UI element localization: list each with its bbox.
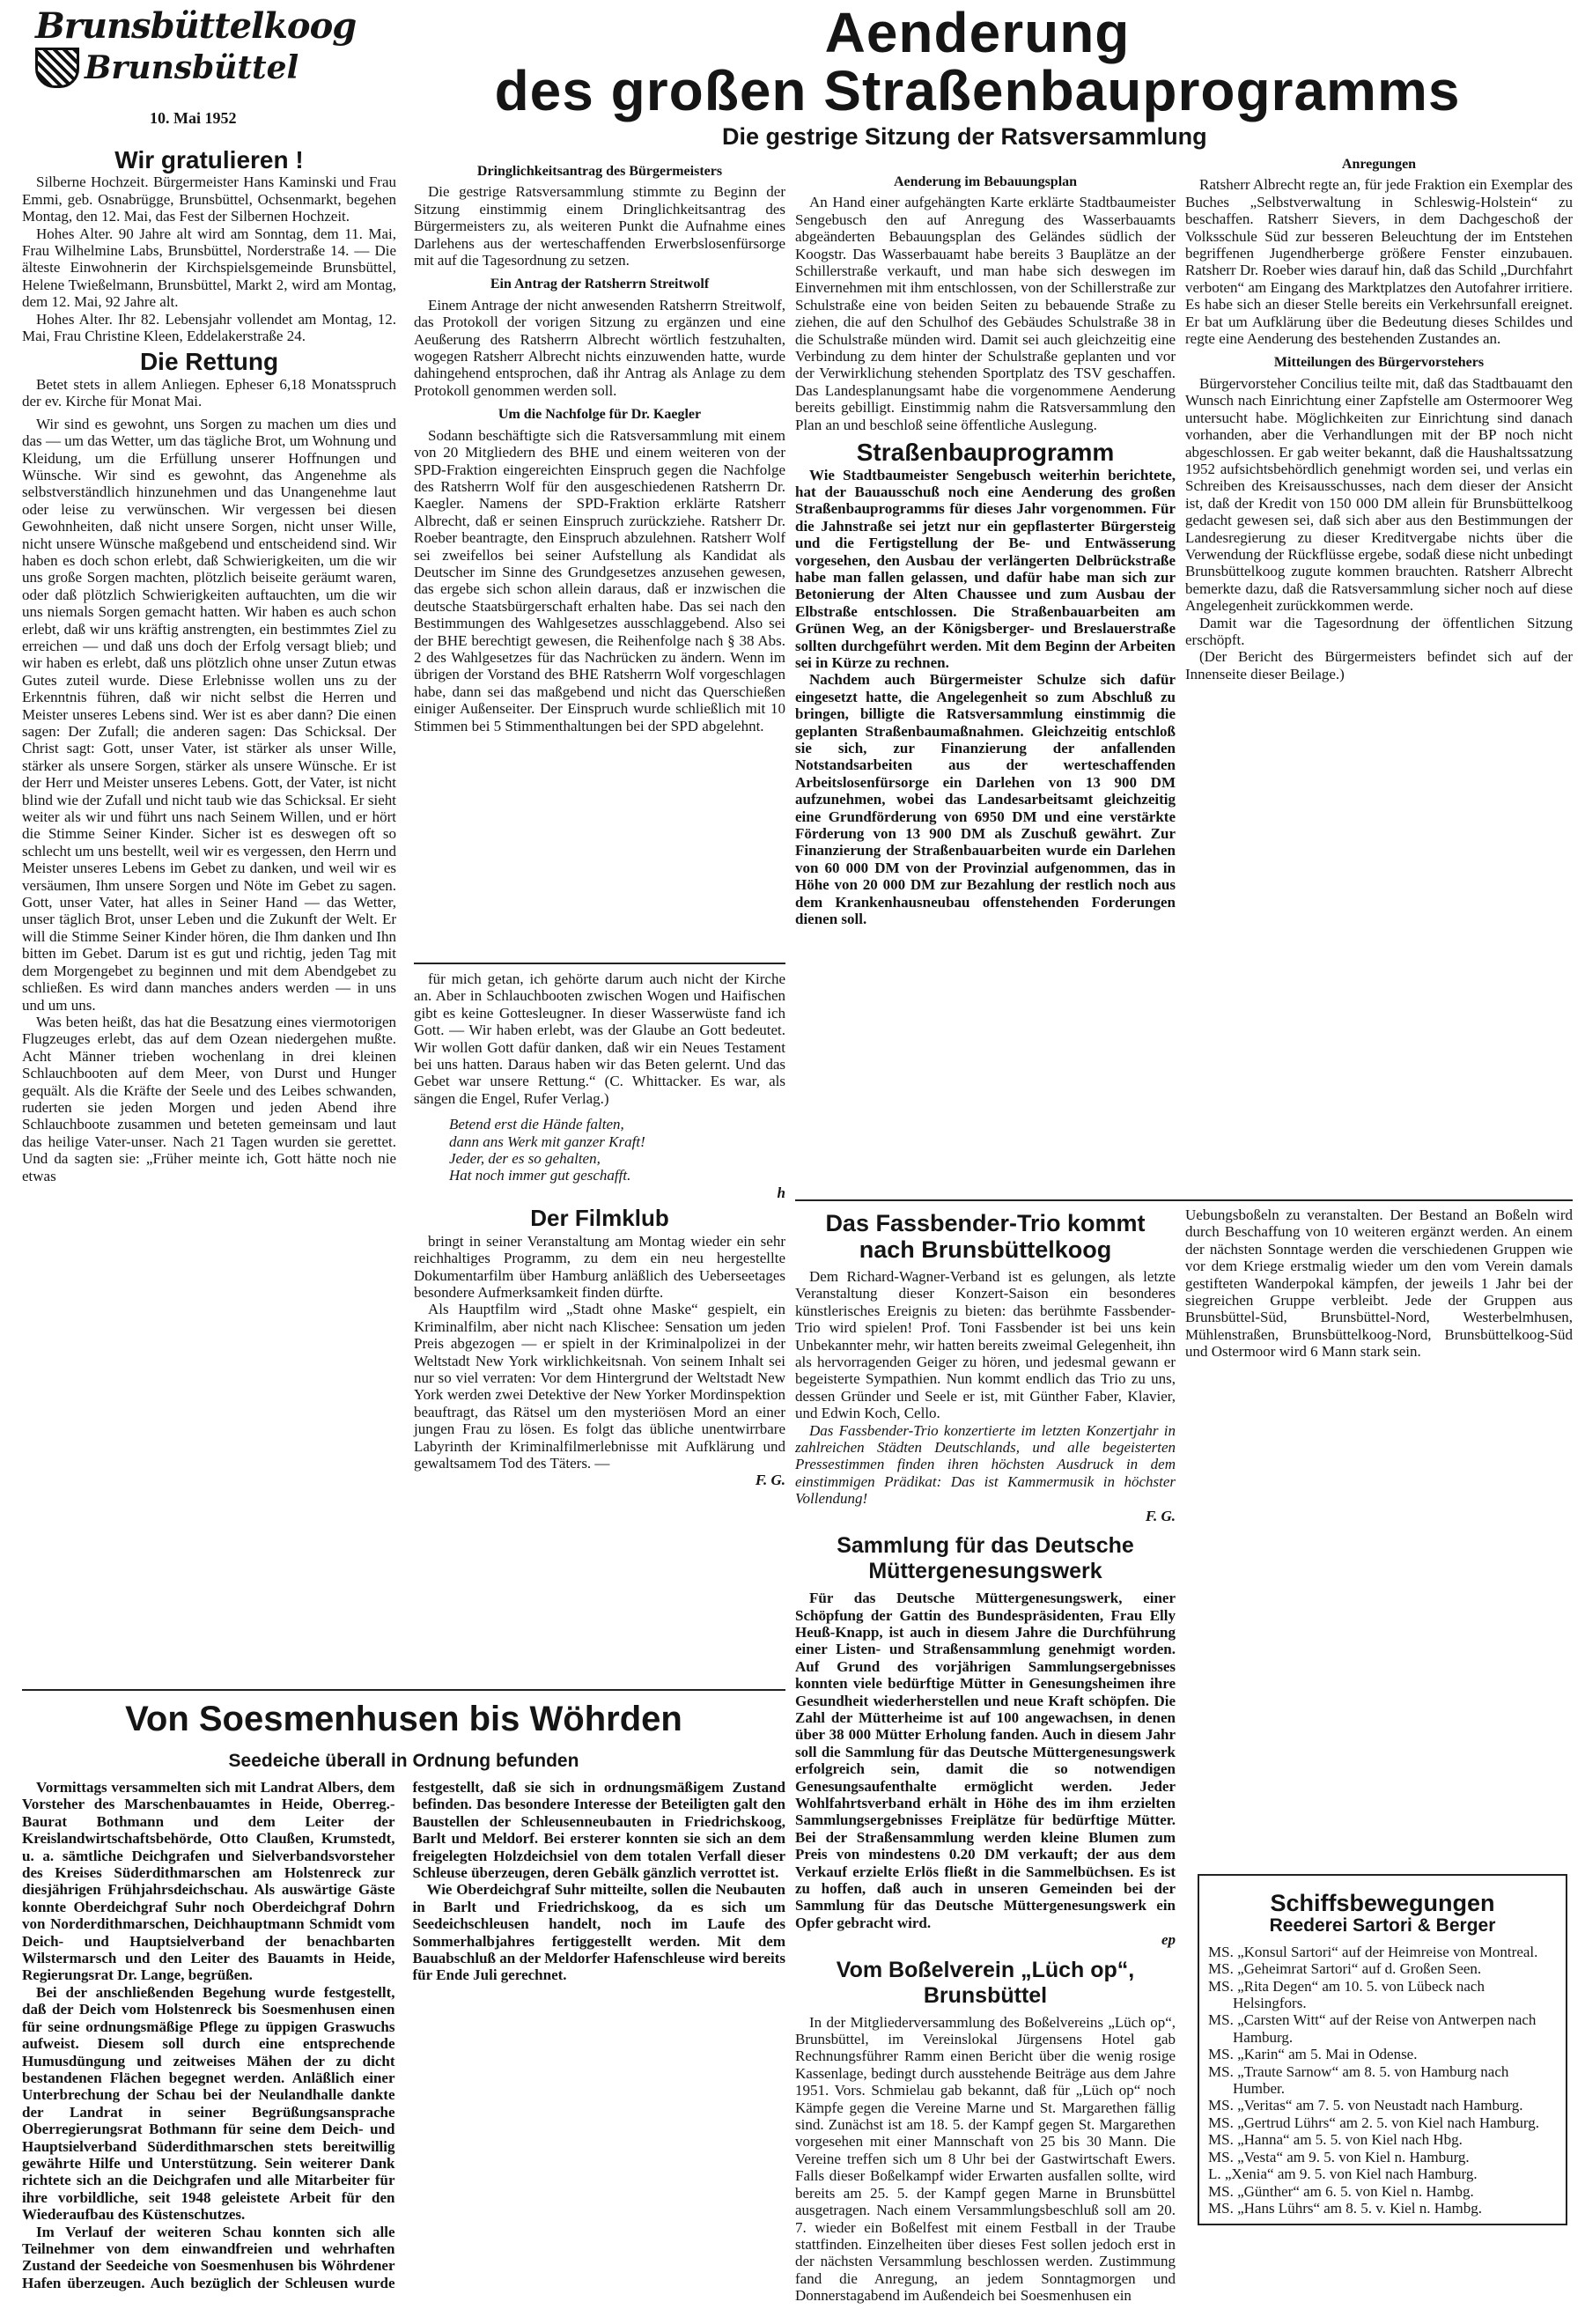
ship-entry: MS. „Günther“ am 6. 5. von Kiel n. Hambg. bbox=[1208, 2182, 1474, 2200]
gratulieren-item: Hohes Alter. 90 Jahre alt wird am Sonntag, dem 11. Mai, Frau Wilhelmine Labs, Brunsbüttel, Norderstraße 14. — Die älteste Einwohnerin der Kirchspielsgemeinde Brunsbüttel, Helene Twießelmann, Brunsbüttel, Markt 2, wird am Montag, dem 12. Mai, 92 Jahre alt. bbox=[22, 225, 396, 311]
rettung-motto: Betet stets in allem Anliegen. Epheser 6,18 Monatsspruch der ev. Kirche für Monat Mai. bbox=[22, 375, 396, 410]
muetter-signature: ep bbox=[1161, 1931, 1176, 1949]
bosselverein-heading: Vom Boßelverein „Lüch op“, Brunsbüttel bbox=[836, 1957, 1135, 2008]
filmklub-paragraph: bringt in seiner Veranstaltung am Montag wieder ein sehr reichhaltiges Programm, zu dem ein neu hergestellte Dokumentarfilm über Hamburg anläßlich des Ueberseetages besondere Aufmerksamkeit finden dürfte. bbox=[414, 1232, 785, 1301]
ship-movements-box bbox=[1198, 1874, 1567, 2225]
strassenbau-paragraph: Wie Stadtbaumeister Sengebusch weiterhin berichtete, hat der Bauausschuß noch eine Aenderung des großen Straßenbauprogramms für dieses Jahr vorgenommen. Für die Jahnstraße sei jetzt nur ein gepflasterter Bürgersteig und die Fertigstellung der Be- und Entwässerung vorgesehen, den Ausbau der verlängerten Delbrückstraße habe man fallen gelassen, und dafür habe man sich zur Betonierung der Alten Chaussee und zum Ausbau der Elbstraße entschlossen. Die Straßenbauarbeiten am Grünen Weg, an der Königsberger- und Breslauerstraße sollten durchgeführt werden. Mit dem Beginn der Arbeiten sei in Kürze zu rechnen. bbox=[795, 466, 1176, 671]
poem bbox=[414, 1116, 785, 1201]
poem-signature: h bbox=[777, 1184, 785, 1201]
rettung-heading: Die Rettung bbox=[139, 348, 279, 376]
main-subheadline: Die gestrige Sitzung der Ratsversammlung bbox=[722, 123, 1207, 150]
headline-line-2: des großen Straßenbauprogramms bbox=[494, 59, 1461, 122]
filmklub-signature: F. G. bbox=[755, 1472, 785, 1489]
fassbender-heading: Das Fassbender-Trio kommt nach Brunsbüttelkoog bbox=[825, 1210, 1146, 1263]
section-heading: Mitteilungen des Bürgervorstehers bbox=[1273, 355, 1485, 371]
section-text: Einem Antrage der nicht anwesenden Ratsherrn Streitwolf, das Protokoll der vorigen Sitzung zu ergänzen und eine Aeußerung des Ratsherrn Albrecht wörtlich festzuhalten, wogegen Ratsherr Albrecht nichts einzuwenden hatte, wurde dahingehend entsprochen, daß ihr Antrag als Anlage zu dem Protokoll genommen werden soll. bbox=[414, 296, 785, 399]
ship-entry: MS. „Konsul Sartori“ auf der Heimreise von Montreal. bbox=[1208, 1943, 1538, 1960]
column-3-top bbox=[795, 156, 1176, 927]
ship-list bbox=[1208, 1944, 1557, 2217]
section-text: Ratsherr Albrecht regte an, für jede Fraktion ein Exemplar des Buches „Selbstverwaltung in Schleswig-Holstein“ zu beschaffen. Ratsherr Sievers, in dem Dachgeschoß der Volksschule Süd zur besseren Beleuchtung der im Entstehen begriffenen Jugendherberge größere Fenster einzubauen. Ratsherr Dr. Roeber wies darauf hin, daß das Schild „Durchfahrt verboten“ am Eingang des Marktplatzes den Autofahrer irritiere. Es habe sich an dieser Stelle bereits ein Verkehrsunfall ereignet. Er bat um Aufklärung über die Bedeutung dieses Schildes und regte eine Aenderung des bestehenden Zustandes an. bbox=[1185, 176, 1573, 348]
gratulieren-item: Silberne Hochzeit. Bürgermeister Hans Kaminski und Frau Emmi, geb. Osnabrügge, Brunsbüttel, Ochsenmarkt, begehen Montag, den 12. Mai, das Fest der Silbernen Hochzeit. bbox=[22, 173, 396, 225]
poem-line: Hat noch immer gut geschafft. bbox=[449, 1167, 631, 1184]
bosselverein-paragraph: In der Mitgliederversammlung des Boßelvereins „Lüch op“, Brunsbüttel, im Vereinslokal Jürgensens Hotel gab Rechnungsführer Ramm einen Bericht über die wenig rosige Kassenlage, bedingt durch ausstehende Beiträge aus dem Jahre 1951. Vors. Schmielau gab bekannt, daß für „Lüch op“ noch Kämpfe gegen die Vereine Marne und St. Margarethen fällig sind. Zunächst ist am 18. 5. der Kampf gegen St. Margarethen vorgesehen mit einer Mannschaft von 25 bis 30 Mann. Die Vereine treffen sich um 8 Uhr bei der Gastwirtschaft Ewers. Falls dieser Boßelkampf wider Erwarten ausfallen sollte, wird bereits am 25. 5. der Kampf gegen Marne in Brunsbüttel ausgetragen. Nach einem Versammlungsbeschluß soll am 20. 7. wieder ein Boßelfest mit einem Festball in der Traube stattfinden. Einzelheiten über dieses Fest sollen jedoch erst in der nächsten Versammlung beschlossen werden. Zustimmung fand die Anregung, an jedem Sonntagmorgen und Donnerstagabend im Außendeich bei Soesmenhusen ein bbox=[795, 2013, 1176, 2305]
strassenbau-heading: Straßenbauprogramm bbox=[856, 439, 1115, 467]
bosselverein-continuation: Uebungsboßeln zu veranstalten. Der Bestand an Boßeln wird durch Beschaffung von 10 weiteren ergänzt werden. An einem der nächsten Sonntage werden die verschiedenen Gruppen wie vor dem Kriege erstmalig wieder um den vom Verein damals gestifteten Wanderpokal kämpfen, der jeweils 1 Jahr bei der siegreichen Gruppe verbleibt. Jede der Gruppen aus Brunsbüttel-Süd, Brunsbüttel-Nord, Westerbelmhusen, Mühlenstraßen, Brunsbüttelkoog-Nord, Brunsbüttelkoog-Süd und Ostermoor wird 6 Mann stark sein. bbox=[1185, 1206, 1573, 1361]
coat-of-arms-icon bbox=[35, 48, 79, 88]
deichschau-paragraph: Wie Oberdeichgraf Suhr mitteilte, sollen die Neubauten in Barlt und Friedrichskoog, da es sich um Seedeichschleusen handelt, noch im Laufe des Sommerhalbjahres fertiggestellt werden. Mit dem Bauabschluß an der Meldorfer Hafenschleuse wird bereits für Ende Juli gerechnet. bbox=[412, 1881, 785, 1984]
deichschau-paragraph: Bei der anschließenden Begehung wurde festgestellt, daß der Deich vom Holstenreck bis Soesmenhusen einen für seine ordnungsmäßige Pflege zu üppigen Graswuchs aufweist. Diesem soll durch eine entsprechende Humusdüngung und zeitweises Mähen der zu dicht bestandenen Flächen begegnet werden. Anläßlich einer Unterbrechung der Schau bei der Neulandhalle dankte der Landrat in seiner Begrüßungsansprache Oberregierungsrat Bothmann für seine dem Deich- und Hauptsielverband Süderdithmarschen stets bereitwillig gewährte Hilfe und Unterstützung. Sein weiterer Dank richtete sich an die Deichgrafen und alle Mitarbeiter für ihre vorbildliche, seit 1948 geleistete Arbeit für den Wiederaufbau des Küstenschutzes. bbox=[22, 1983, 395, 2224]
ship-entry: L. „Xenia“ am 9. 5. von Kiel nach Hamburg. bbox=[1208, 2165, 1478, 2183]
strassenbau-paragraph: Nachdem auch Bürgermeister Schulze sich dafür eingesetzt hatte, die Angelegenheit so zum Abschluß zu bringen, billigte die Ratsversammlung einstimmig die geplanten Straßenbaumaßnahmen. Gleichzeitig entschloß sie sich, zur Finanzierung der anfallenden Notstandsarbeiten aus der werteschaffenden Arbeitslosenfürsorge ein Darlehen von 13 900 DM aufzunehmen, wobei das Landesarbeitsamt gleichzeitig eine Grundförderung von 6950 DM und eine verstärkte Förderung von 13 900 DM als Zuschuß gewährt. Zur Finanzierung der Straßenbauarbeiten wurde ein Darlehen von 60 000 DM von der Provinzial aufgenommen, das in Höhe von 20 000 DM zur Bezahlung der restlich noch aus dem Krankenhausneubau offenstehenden Forderungen dienen soll. bbox=[795, 671, 1176, 928]
ship-entry: MS. „Karin“ am 5. Mai in Odense. bbox=[1208, 2046, 1418, 2063]
ship-entry: MS. „Hanna“ am 5. 5. von Kiel nach Hbg. bbox=[1208, 2131, 1463, 2149]
section-heading: Dringlichkeitsantrag des Bürgermeisters bbox=[476, 164, 723, 179]
column-3-lower bbox=[795, 1206, 1176, 2305]
deichschau-paragraph: Vormittags versammelten sich mit Landrat Albers, dem Vorsteher des Marschenbauamtes in Heide, Oberreg.-Baurat Bothmann und dem Leiter der Kreislandwirtschaftsbehörde, Otto Claußen, Krumstedt, u. a. sämtliche Deichgrafen und Sielverbandsvorsteher des Kreises Süderdithmarschen am Holstenreck zur diesjährigen Frühjahrsdeichschau. Als auswärtige Gäste konnte Oberdeichgraf Suhr noch Oberdeichgraf Dohrn von Norderdithmarschen, Deichhauptmann Schmidt vom Deich- und Hauptsielverband der benachbarten Wilstermarsch und den Leiter des Bauamts in Heide, Regierungsrat Dr. Lange, begrüßen. bbox=[22, 1779, 395, 1984]
poem-line: Jeder, der es so gehalten, bbox=[449, 1150, 601, 1168]
issue-date: 10. Mai 1952 bbox=[150, 109, 237, 127]
headline-line-1: Aenderung bbox=[824, 1, 1131, 64]
ship-entry: MS. „Rita Degen“ am 10. 5. von Lübeck nach Helsingfors. bbox=[1208, 1977, 1485, 2012]
divider bbox=[795, 1199, 1573, 1201]
gratulieren-heading: Wir gratulieren ! bbox=[114, 146, 304, 173]
masthead-title: Brunsbüttelkoog bbox=[35, 5, 357, 47]
rettung-paragraph: Was beten heißt, das hat die Besatzung eines viermotorigen Flugzeuges erlebt, das auf dem Ozean niedergehen mußte. Acht Männer trieben wochenlang in drei kleinen Schlauchbooten auf dem Meer, von Durst und Hunger gequält. Als die Kräfte der Seele und des Leibes schwanden, ruderten sie jeden Morgen und jeden Abend ihre Schlauchboote zusammen und beteten gemeinsam und laut das heilige Vater-unser. Nach 21 Tagen wurden sie gerettet. Und da sagten sie: „Früher meinte ich, Gott hätte noch nie etwas bbox=[22, 1013, 396, 1184]
rettung-paragraph: Wir sind es gewohnt, uns Sorgen zu machen um dies und das — um das Wetter, um das tägliche Brot, um Wohnung und Kleidung, um die Erfüllung unserer Hoffnungen und Wünsche. Wir sind es gewohnt, das Angenehme als selbstverständlich hinzunehmen und das Unangenehme laut oder leise zu verwünschen. Wir vergessen bei diesen Gewohnheiten, daß nicht unsere Sorgen, nicht unser Wille, nicht unsere Wünsche maßgebend und entscheidend sind. Wir haben es doch schon erlebt, daß Schwierigkeiten, um die wir uns große Sorgen machten, plötzlich beiseite geräumt waren, oder daß plötzlich Schwierigkeiten auftauchten, um die wir uns niemals Sorgen gemacht hatten. Wir haben es auch schon erlebt, daß wir uns kräftig anstrengten, ein bestimmtes Ziel zu erreichen — und daß uns doch der Erfolg versagt blieb; und wir haben es erlebt, daß uns plötzlich ohne unser Zutun etwas Gutes zuteil wurde. Diese Erlebnisse wollen uns zu der Erkenntnis führen, daß wir nicht selbst die Herren und Meister unseres Lebens sind. Wer ist es aber dann? Die einen sagen: Der Zufall; die anderen sagen: Das Schicksal. Der Christ sagt: Gott, unser Vater, ist stärker als unser Wille, stärker als unsere Sorgen, stärker als unsere Wünsche. Er ist der Herr und Meister unseres Lebens. Gott, der Vater, ist nicht blind wie der Zufall und nicht taub wie das Schicksal. Er sieht weiter als wir und führt uns nach Seinem Willen, und er hört die Stimme Seiner Kinder. Sicher ist es deswegen oft so schlecht um uns bestellt, weil wir es vergessen, den Herrn und Meister unseres Lebens im Gebet zu danken, und weil wir es versäumen, Ihm unsere Sorgen und Nöte im Gebet zu sagen. Gott, unser Vater, hat alles in Seiner Hand — das Wetter, unser täglich Brot, unser Leben und die Zukunft der Welt. Er will die Stimme Seiner Kinder hören, die Ihm danken und Ihn bitten im Gebet. Darum ist es gut und richtig, jeden Tag mit dem Morgengebet zu beginnen und mit dem Abendgebet zu schließen. Es wird dann manches anders werden — in uns und um uns. bbox=[22, 415, 396, 1014]
section-heading: Ein Antrag der Ratsherrn Streitwolf bbox=[490, 277, 710, 292]
ship-entry: MS. „Gertrud Lührs“ am 2. 5. von Kiel nach Hamburg. bbox=[1208, 2114, 1539, 2131]
strassenbau-body bbox=[795, 467, 1176, 928]
deichschau-heading: Von Soesmenhusen bis Wöhrden bbox=[125, 1700, 682, 1738]
ship-entry: MS. „Hans Lührs“ am 8. 5. v. Kiel n. Hambg. bbox=[1208, 2199, 1482, 2217]
ship-entry: MS. „Vesta“ am 9. 5. von Kiel n. Hamburg. bbox=[1208, 2148, 1470, 2165]
section-heading: Aenderung im Bebauungsplan bbox=[893, 174, 1078, 189]
ship-movements-heading: Schiffsbewegungen bbox=[1270, 1890, 1495, 1916]
section-heading: Anregungen bbox=[1341, 157, 1417, 172]
section-text: An Hand einer aufgehängten Karte erklärte Stadtbaumeister Sengebusch den auf Anregung des Wasserbauamts abgeänderten Bebauungsplan des Geländes südlich der Koogstr. Das Wasserbauamt habe bereits 3 Bauplätze an der Schillerstraße verkauft, und man habe sich deswegen im Einvernehmen mit ihm entschlossen, von der Schillerstraße zur Schulstraße eine von beiden Seiten zu bebauende Straße zu ziehen, die auf den Schulhof des Gebäudes Schulstraße 38 in die Schulstraße münden wird. Damit sei auch gleichzeitig eine Verbindung zu dem hinter der Schulstraße geplanten und vor der Verwirklichung stehenden Sportplatz des TSV geschaffen. Das Landesplanungsamt habe die vorgenommene Aenderung bereits gebilligt. Einstimmig nahm die Ratsversammlung den Plan an und beschloß seine öffentliche Auslegung. bbox=[795, 194, 1176, 433]
column-2-lower bbox=[414, 970, 785, 1489]
masthead-logo bbox=[35, 5, 357, 88]
masthead-subtitle-row bbox=[35, 48, 308, 88]
column-4-top bbox=[1185, 156, 1573, 682]
column-4-lower bbox=[1185, 1206, 1573, 1361]
deichschau-body bbox=[22, 1779, 785, 2307]
column-2-top bbox=[414, 156, 785, 734]
muetter-body bbox=[795, 1590, 1176, 1931]
divider bbox=[414, 963, 785, 964]
section-text: Sodann beschäftigte sich die Ratsversammlung mit einem von 20 Mitgliedern des BHE und einem weiteren von der SPD-Fraktion eingereichten Einspruch gegen die Nachfolge des Ratsherrn Wolf für den ausgeschiedenen Ratsherrn Dr. Kaegler. Namens der SPD-Fraktion erklärte Ratsherr Albrecht, daß er seinen Einspruch zurückziehe. Ratsherr Dr. Roeber beantragte, den Einspruch abzulehnen. Ratsherr Wolf sei zweifellos bei seiner Aufstellung als Kandidat als Deutscher im Sinne des Grundgesetzes anzusehen gewesen, das ergebe sich schon allein daraus, daß er inzwischen die deutsche Staatsbürgerschaft erhalten habe. Das sei nach den Bestimmungen des Wahlgesetzes ausschlaggebend. Also sei der BHE berechtigt gewesen, die Reihenfolge nach § 38 Abs. 2 des Wahlgesetzes für das Nachrücken zu ändern. Wenn im übrigen der Vorstand des BHE Ratsherrn Wolf vorgeschlagen habe, dann sei das maßgebend und nicht das Querschießen einiger Außenseiter. Der Einspruch wurde schließlich mit 10 Stimmen bei 5 Stimmenthaltungen bei der SPD abgelehnt. bbox=[414, 426, 785, 734]
ship-movements-subheading: Reederei Sartori & Berger bbox=[1269, 1915, 1496, 1937]
gratulieren-item: Hohes Alter. Ihr 82. Lebensjahr vollendet am Montag, 12. Mai, Frau Christine Kleen, Eddelakerstraße 24. bbox=[22, 310, 396, 345]
poem-line: dann ans Werk mit ganzer Kraft! bbox=[449, 1132, 645, 1150]
masthead-subtitle: Brunsbüttel bbox=[85, 49, 299, 86]
filmklub-paragraph: Als Hauptfilm wird „Stadt ohne Maske“ gespielt, ein Kriminalfilm, aber nicht nach Klischee: Sensation um jeden Preis abgezogen — er spielt in der Kriminalpolizei in der Weltstadt New York wirklichkeitsnah. Von seinem Inhalt sei nur so viel verraten: Vor dem Hintergrund der Weltstadt New York werden zwei Detektive der New Yorker Mordinspektion beauftragt, das Rätsel um den mysteriösen Mord an einer jungen Frau zu lösen. Es folgt das übliche unentwirrbare Labyrinth der Kriminalfilmerlebnisse mit Aufklärung und gewaltsamem Tod des Täters. — bbox=[414, 1301, 785, 1472]
section-heading: Um die Nachfolge für Dr. Kaegler bbox=[498, 407, 702, 423]
filmklub-heading: Der Filmklub bbox=[530, 1205, 669, 1232]
divider bbox=[22, 1689, 785, 1691]
column-1-top bbox=[22, 148, 396, 1184]
fassbender-paragraph: Das Fassbender-Trio konzertierte im letzten Konzertjahr in zahlreichen Städten Deutschlands, und alle begeisterten Pressestimmen finden ihren höchsten Ausdruck in dem einstimmigen Prädikat: Das ist Kammermusik in höchster Vollendung! bbox=[795, 1421, 1176, 1508]
poem-line: Betend erst die Hände falten, bbox=[449, 1116, 624, 1133]
ship-entry: MS. „Veritas“ am 7. 5. von Neustadt nach Hamburg. bbox=[1208, 2097, 1523, 2114]
fassbender-signature: F. G. bbox=[1145, 1507, 1176, 1524]
section-text: Bürgervorsteher Concilius teilte mit, daß das Stadtbauamt den Wunsch nach Einrichtung einer Zapfstelle am Ostermoorer Weg untersucht habe. Möglichkeiten zur Einrichtung sind danach vorhanden, aber die Verhandlungen mit der BP noch nicht abgeschlossen. Er gab weiter bekannt, daß die Haushaltssatzung 1952 aufsichtsbehördlich genehmigt worden sei, und verlas ein Schreiben des Kreisausschusses, nach dem dieser der Ansicht ist, daß der Kredit von 150 000 DM allein für Brunsbüttelkoog gedacht gewesen sei, daß sich aber aus den Bestimmungen der Landesregierung zu dieser Kreditvergabe nichts über die Verwendung der Rückflüsse ergebe, sodaß diese nicht unbedingt Brunsbüttelkoog zugute kommen brauchten. Ratsherr Albrecht bemerkte dazu, daß die Ratsversammlung sicher noch auf diese Angelegenheit zurückkommen werde. bbox=[1185, 374, 1573, 615]
main-headline bbox=[370, 1, 1585, 122]
section-text: Damit war die Tagesordnung der öffentlichen Sitzung erschöpft. bbox=[1185, 614, 1573, 648]
deichschau-subheading: Seedeiche überall in Ordnung befunden bbox=[228, 1751, 579, 1771]
ship-entry: MS. „Traute Sarnow“ am 8. 5. von Hamburg nach Humber. bbox=[1208, 2062, 1509, 2098]
rettung-paragraph: für mich getan, ich gehörte darum auch nicht der Kirche an. Aber in Schlauchbooten zwischen Wogen und Haifischen gibt es keine Gottesleugner. In dieser Wasserwüste fand ich Gott. — Wir haben erlebt, was der Glaube an Gott bedeutet. Wir wollen Gott dafür danken, daß wir ein Neues Testament bei uns hatten. Daraus haben wir das Beten gelernt. Und das Gebet war unsere Rettung.“ (C. Whittacker. Es war, als sängen die Engel, Rufer Verlag.) bbox=[414, 970, 785, 1107]
ship-entry: MS. „Carsten Witt“ auf der Reise von Antwerpen nach Hamburg. bbox=[1208, 2011, 1537, 2046]
muetter-paragraph: Für das Deutsche Müttergenesungswerk, einer Schöpfung der Gattin des Bundespräsidenten, Frau Elly Heuß-Knapp, ist auch in diesem Jahre die Durchführung einer Listen- und Straßensammlung genehmigt worden. Auf Grund des vorjährigen Sammlungsergebnisses konnten viele bedürftige Mütter in Genesungsheimen ihre Gesundheit wiederherstellen und neue Kraft schöpfen. Die Zahl der Mütterheime ist auf 100 angewachsen, in denen über 38 000 Mütter Erholung fanden. Auch in diesem Jahr soll die Sammlung für das Deutsche Müttergenesungswerk erfolgreich sein, damit die so notwendigen Genesungsaufenthalte ermöglicht werden. Jeder Wohlfahrtsverband erhält in Höhe des im ihm erzielten Sammlungsergebnisses Freiplätze für bedürftige Mütter. Bei der Straßensammlung werden kleine Blumen zum Preis von mindestens 0.20 DM verkauft; der aus dem Verkauf erzielte Erlös fließt in die Sammelbüchsen. Es ist zu hoffen, daß auch in unseren Gemeinden bei der Sammlung für das Deutsche Müttergenesungswerk ein Opfer gebracht wird. bbox=[795, 1590, 1176, 1931]
muetter-heading: Sammlung für das Deutsche Müttergenesungswerk bbox=[837, 1533, 1134, 1584]
section-text: Die gestrige Ratsversammlung stimmte zu Beginn der Sitzung einstimmig einem Dringlichkeitsantrag des Bürgermeisters zu, als weiteren Punkt die Aufnahme eines Darlehens aus der werteschaffenden Erwerbslosenfürsorge mit auf die Tagesordnung zu setzen. bbox=[414, 183, 785, 269]
fassbender-paragraph: Dem Richard-Wagner-Verband ist es gelungen, als letzte Veranstaltung dieser Konzert-Saison ein besonderes künstlerisches Ereignis zu bieten: das berühmte Fassbender-Trio wird spielen! Prof. Toni Fassbender ist bei uns kein Unbekannter mehr, wir hatten bereits zweimal Gelegenheit, ihn als hervorragenden Geiger zu hören, und jedesmal gewann er begeisterte Sympathien. Nun kommt endlich das Trio zu uns, dessen Gründer und Seele er ist, mit Günther Faber, Klavier, und Edwin Koch, Cello. bbox=[795, 1268, 1176, 1422]
section-text: (Der Bericht des Bürgermeisters befindet sich auf der Innenseite dieser Beilage.) bbox=[1185, 648, 1573, 682]
ship-entry: MS. „Geheimrat Sartori“ auf d. Großen Seen. bbox=[1208, 1960, 1482, 1978]
deichschau-paragraph: Im Verlauf der weiteren Schau konnten sich alle Teilnehmer von dem einwandfreien und wehrhaften Zustand der Seedeiche von Soesmenhusen bis Wöhrdener Hafen überzeugen. Auch bezüglich der Schleusen wurde festgestellt, daß sie sich in ordnungsmäßigem Zustand befinden. Das besondere Interesse der Beteiligten galt den Baustellen der Schleusenneubauten in Friedrichskoog, Barlt und Meldorf. Bei ersterer konnten sie sich an dem freigelegten Holzdeichsiel von dem totalen Verfall dieser Schleuse überzeugen, deren Gebälk gänzlich verrottet ist. bbox=[22, 1779, 785, 2291]
